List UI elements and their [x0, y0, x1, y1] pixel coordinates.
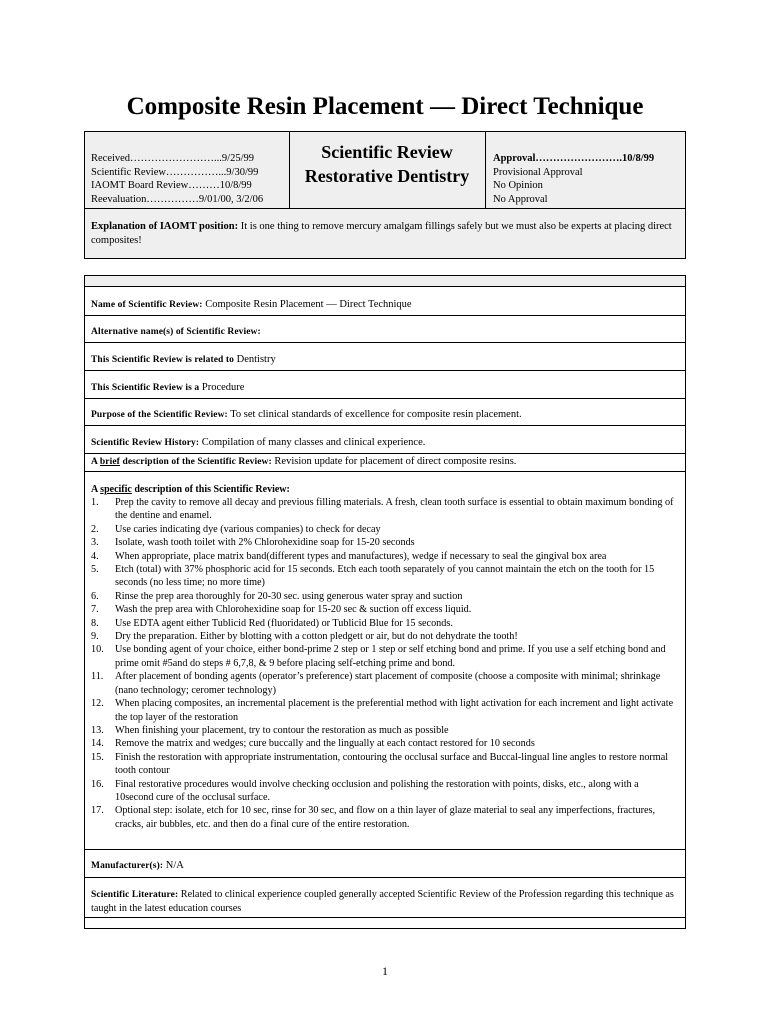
document-title: Composite Resin Placement — Direct Technique: [126, 93, 644, 120]
step-number: 3.: [91, 537, 99, 549]
purpose-field: [85, 399, 685, 426]
step-item: [91, 563, 677, 590]
no-opinion: No Opinion: [493, 180, 543, 191]
step-item: [91, 804, 677, 831]
step-item: [91, 670, 677, 697]
board-review-line: IAOMT Board Review………10/8/99: [91, 180, 252, 191]
step-item: [91, 590, 677, 603]
step-text: Prep the cavity to remove all decay and previous filling materials. A fresh, clean tooth surface is essential to obtain maximum bonding of the dentine and enamel.: [115, 497, 674, 522]
approval-column: [485, 132, 685, 208]
step-text: When finishing your placement, try to contour the restoration as much as possible: [115, 724, 449, 736]
brief-label-b: brief: [99, 457, 120, 467]
step-text: Finish the restoration with appropriate instrumentation, contouring the occlusal surface and Buccal-lingual line angles to restore normal tooth contour: [115, 751, 669, 777]
step-number: 12.: [91, 698, 104, 710]
page-number: 1: [382, 964, 388, 978]
specific-heading-b: specific: [100, 484, 132, 495]
manufacturer-value: N/A: [165, 860, 184, 871]
specific-heading-a: A: [91, 484, 98, 495]
step-item: [91, 523, 677, 536]
step-number: 7.: [91, 604, 99, 616]
step-item: [91, 550, 677, 563]
specific-heading: [91, 484, 290, 495]
step-number: 13.: [91, 724, 104, 736]
step-item: [91, 643, 677, 670]
received-line: Received……………………...9/25/99: [91, 153, 255, 164]
step-text: Final restorative procedures would involve checking occlusion and polishing the restoration with points, disks, etc., along with a 10second cure of the occlusal surface.: [115, 778, 639, 803]
name-field: [85, 287, 685, 316]
step-text: Optional step: isolate, etch for 10 sec, rinse for 30 sec, and flow on a thin layer of glaze material to seal any imperfections, fractures, cracks, air bubbles, etc. and then do a final cure of the entire restoration.: [115, 805, 656, 830]
no-approval: No Approval: [493, 193, 548, 205]
history-label: Scientific Review History:: [91, 438, 200, 448]
step-number: 10.: [91, 644, 104, 656]
step-number: 1.: [91, 497, 99, 508]
step-text: Dry the preparation. Either by blotting with a cotton pledgett or air, but do not dehydrate the tooth!: [115, 631, 518, 643]
alternative-name-field: [85, 316, 685, 343]
step-number: 9.: [91, 631, 99, 643]
step-item: [91, 617, 677, 630]
step-text: Isolate, wash tooth toilet with 2% Chlorohexidine soap for 15-20 seconds: [115, 537, 415, 549]
explanation-label: Explanation of IAOMT position:: [91, 221, 239, 232]
literature-field: [85, 877, 685, 918]
related-value: Dentistry: [236, 354, 276, 365]
step-item: [91, 724, 677, 737]
step-number: 4.: [91, 550, 99, 562]
step-number: 11.: [91, 671, 104, 683]
category-title: Scientific Review: [321, 142, 453, 162]
step-item: [91, 496, 677, 523]
step-number: 8.: [91, 617, 99, 629]
brief-value: Revision update for placement of direct composite resins.: [274, 456, 517, 467]
step-item: [91, 697, 677, 724]
history-field: [85, 426, 685, 454]
step-item: [91, 778, 677, 805]
approval-line: Approval…………………….10/8/99: [493, 153, 655, 164]
provisional-approval: Provisional Approval: [493, 166, 583, 178]
step-number: 16.: [91, 778, 104, 790]
brief-label-a: A: [91, 457, 98, 467]
explanation: [91, 220, 679, 247]
brief-label-c: description of the Scientific Review:: [122, 457, 272, 467]
step-text: Use bonding agent of your choice, either bond-prime 2 step or 1 step or self etching bond and prime. If you use a self etching bond and prime omit #5and do steps # 6,7,8, & 9 before placing self-etching prime and bond.: [115, 644, 666, 669]
manufacturer-label: Manufacturer(s):: [91, 861, 164, 871]
purpose-label: Purpose of the Scientific Review:: [91, 410, 228, 420]
specific-description: [85, 472, 685, 850]
brief-field: [85, 454, 685, 472]
type-value: Procedure: [201, 382, 245, 393]
step-text: Etch (total) with 37% phosphoric acid for 15 seconds. Etch each tooth separately of you cannot maintain the etch on the tooth for 15 seconds (no less time; no more time): [115, 564, 655, 589]
literature-value: Related to clinical experience coupled generally accepted Scientific Review of the Profession regarding this technique as taught in the latest education courses: [91, 889, 674, 914]
step-text: Use caries indicating dye (various companies) to check for decay: [115, 523, 381, 535]
step-item: [91, 630, 677, 643]
step-text: Rinse the prep area thoroughly for 20-30 sec. using generous water spray and suction: [115, 590, 463, 602]
purpose-value: To set clinical standards of excellence for composite resin placement.: [230, 409, 522, 420]
header-row: [85, 132, 685, 209]
form-top-band: [85, 276, 685, 287]
name-value: Composite Resin Placement — Direct Technique: [205, 299, 412, 310]
name-label: Name of Scientific Review:: [91, 300, 203, 310]
type-field: [85, 371, 685, 399]
scientific-review-line: Scientific Review……………...9/30/99: [91, 166, 259, 178]
history-value: Compilation of many classes and clinical experience.: [201, 437, 426, 448]
related-field: [85, 343, 685, 371]
explanation-text: It is one thing to remove mercury amalgam fillings safely but we must also be experts at placing direct composites!: [91, 221, 672, 246]
step-item: [91, 536, 677, 549]
step-number: 2.: [91, 523, 99, 535]
step-item: [91, 751, 677, 778]
step-text: Use EDTA agent either Tublicid Red (fluoridated) or Tublicid Blue for 15 seconds.: [115, 617, 453, 629]
category-subtitle: Restorative Dentistry: [304, 166, 470, 186]
step-number: 5.: [91, 564, 99, 576]
review-form: [84, 275, 686, 929]
step-number: 14.: [91, 738, 104, 750]
step-number: 15.: [91, 751, 104, 763]
alternative-name-label: Alternative name(s) of Scientific Review:: [91, 327, 261, 337]
step-text: Remove the matrix and wedges; cure buccally and the lingually at each contact restored for 10 seconds: [115, 738, 535, 750]
reevaluation-line: Reevaluation……………9/01/00, 3/2/06: [91, 193, 264, 205]
step-item: [91, 603, 677, 616]
specific-heading-c: description of this Scientific Review:: [134, 484, 290, 495]
header-box: [84, 131, 686, 259]
procedure-steps: [91, 496, 677, 831]
category-column: [289, 132, 486, 208]
type-label: This Scientific Review is a: [91, 383, 200, 393]
step-text: After placement of bonding agents (operator’s preference) start placement of composite (choose a composite with minimal; shrinkage (nano technology; ceromer technology): [115, 671, 661, 696]
literature-label: Scientific Literature:: [91, 890, 179, 900]
step-text: When placing composites, an incremental placement is the preferential method with light activation for each increment and light activate the top layer of the restoration: [115, 698, 674, 723]
manufacturer-field: [85, 849, 685, 878]
related-label: This Scientific Review is related to: [91, 355, 235, 365]
step-number: 6.: [91, 590, 99, 602]
step-item: [91, 737, 677, 750]
dates-column: [85, 132, 290, 208]
step-number: 17.: [91, 805, 104, 817]
step-text: When appropriate, place matrix band(different types and manufactures), wedge if necessary to seal the gingival box area: [115, 550, 607, 562]
step-text: Wash the prep area with Chlorohexidine soap for 15-20 sec & suction off excess liquid.: [115, 604, 472, 616]
